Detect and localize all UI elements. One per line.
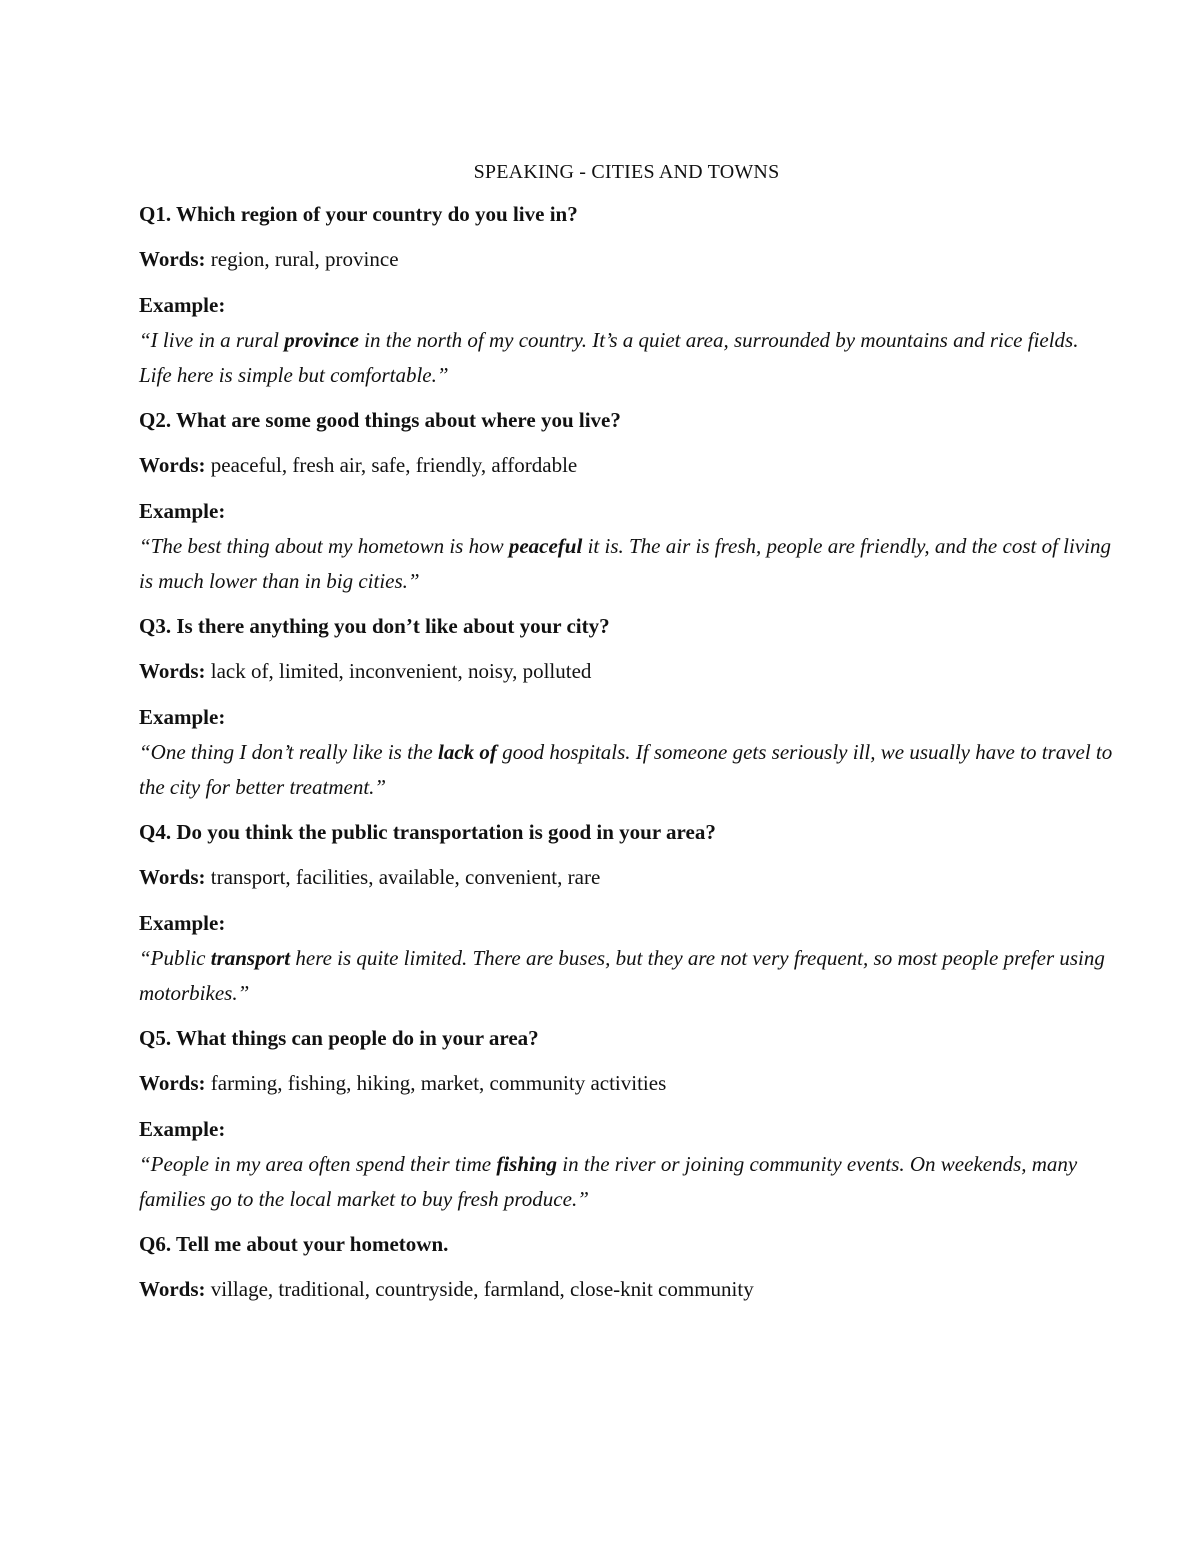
example-label: Example: [139,1117,226,1141]
question-text: Q1. Which region of your country do you live in? [139,202,578,226]
example-text [139,735,1114,805]
words-list: transport, facilities, available, convenient, rare [210,865,601,889]
words-list: village, traditional, countryside, farmland, close-knit community [210,1277,754,1301]
question-text: Q6. Tell me about your hometown. [139,1232,449,1256]
example-text [139,529,1114,599]
question-text: Q5. What things can people do in your area? [139,1026,539,1050]
question-block [139,612,1114,805]
question-block [139,1230,1114,1303]
example-text [139,941,1114,1011]
example-text-before: “One thing I don’t really like is the [139,740,439,764]
example-text-after: in the north of my country. It’s a quiet area, surrounded by mountains and rice fields. Life here is simple but comfortable.” [139,328,1079,387]
example-text [139,1147,1114,1217]
example-text-before: “People in my area often spend their time [139,1152,497,1176]
words-label: Words: [139,247,206,271]
document-title: SPEAKING - CITIES AND TOWNS [473,161,780,183]
words-line [139,451,1114,479]
example-text-before: “Public [139,946,211,970]
words-line [139,657,1114,685]
example-text-after: it is. The air is fresh, people are friendly, and the cost of living is much lower than in big cities.” [139,534,1111,593]
example-label: Example: [139,705,226,729]
words-list: region, rural, province [210,247,399,271]
words-label: Words: [139,453,206,477]
example-text-after: good hospitals. If someone gets seriously ill, we usually have to travel to the city for better treatment.” [139,740,1113,799]
example-text-before: “I live in a rural [139,328,285,352]
example-text-before: “The best thing about my hometown is how [139,534,509,558]
words-line [139,1275,1114,1303]
question-block [139,200,1114,393]
words-label: Words: [139,1277,206,1301]
example-keyword: lack of [438,740,497,764]
question-text: Q2. What are some good things about where you live? [139,408,621,432]
example-label: Example: [139,911,226,935]
question-block [139,818,1114,1011]
example-label: Example: [139,499,226,523]
example-keyword: peaceful [508,534,583,558]
words-line [139,1069,1114,1097]
question-text: Q4. Do you think the public transportation is good in your area? [139,820,716,844]
example-keyword: transport [210,946,291,970]
example-keyword: fishing [496,1152,558,1176]
question-block [139,406,1114,599]
words-label: Words: [139,865,206,889]
words-line [139,245,1114,273]
example-keyword: province [284,328,359,352]
example-text [139,323,1114,393]
example-text-after: here is quite limited. There are buses, but they are not very frequent, so most people prefer using motorbikes.” [139,946,1105,1005]
example-text-after: in the river or joining community events. On weekends, many families go to the local market to buy fresh produce.” [139,1152,1078,1211]
words-list: lack of, limited, inconvenient, noisy, polluted [210,659,592,683]
words-list: farming, fishing, hiking, market, community activities [210,1071,667,1095]
question-block [139,1024,1114,1217]
document-page [139,158,1114,1321]
words-line [139,863,1114,891]
question-text: Q3. Is there anything you don’t like about your city? [139,614,610,638]
words-list: peaceful, fresh air, safe, friendly, affordable [210,453,578,477]
example-label: Example: [139,293,226,317]
words-label: Words: [139,659,206,683]
words-label: Words: [139,1071,206,1095]
